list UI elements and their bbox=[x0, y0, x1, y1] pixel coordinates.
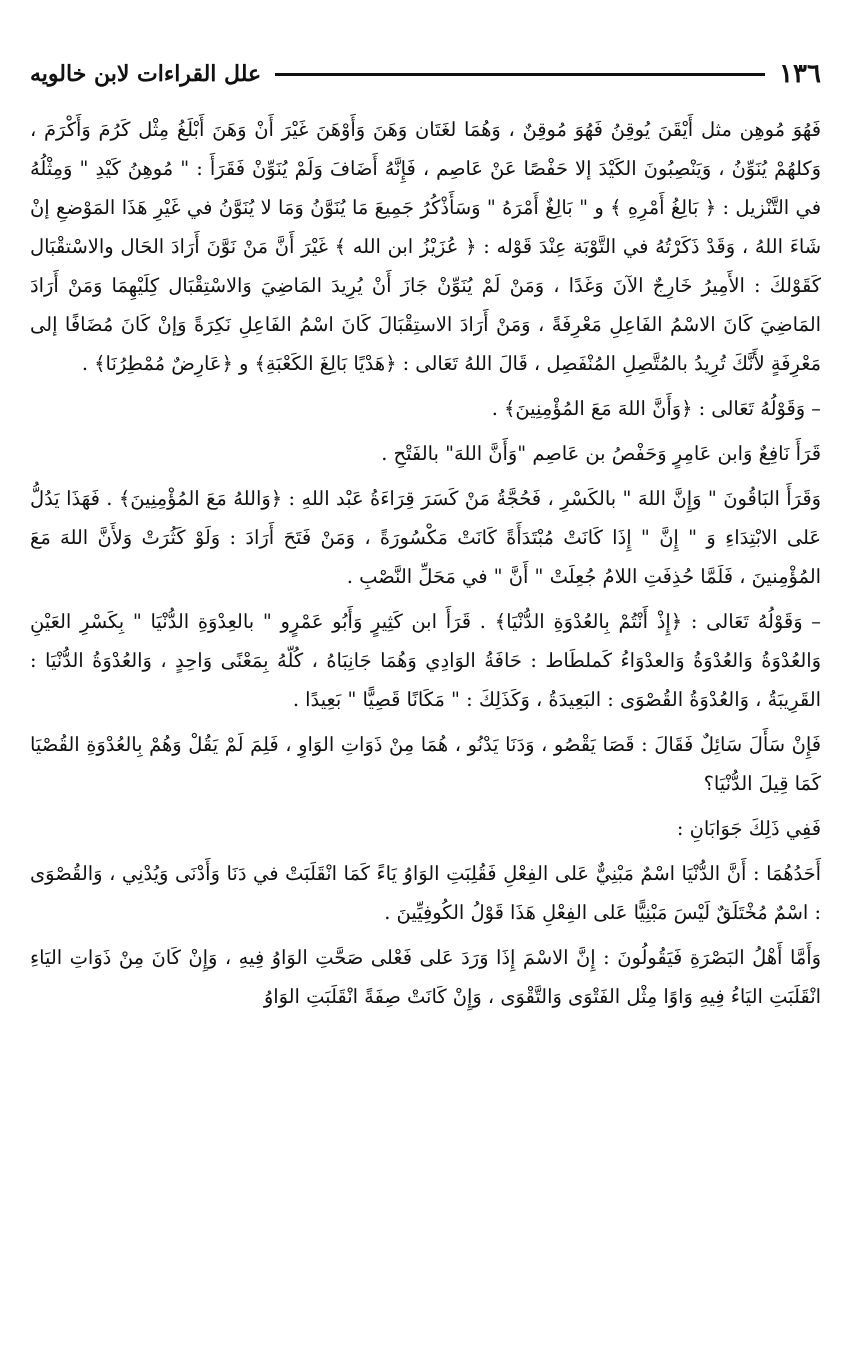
paragraph: قَرَأَ نَافِعٌ وَابن عَامِرٍ وَحَفْصُ بن عَاصِم "وَأَنَّ اللهَ" بالفَتْحِ . bbox=[381, 442, 821, 465]
running-title: علل القراءات لابن خالويه bbox=[30, 61, 262, 87]
header-rule bbox=[275, 73, 765, 76]
paragraph: فَهُوَ مُوهِن مثل أَيْقَنَ يُوقِنُ فَهُوَ مُوقِنٌ ، وَهُمَا لغَتَان وَهَنَ وَأَوْهَنَ غَيْرَ أَنْ وَهَنَ أَبْلَغُ مِثْل كَرُمَ وَأَكْرَمَ ، وَكلهُمْ يُنَوِّنُ ، وَيَنْصِبُونَ الكَيْدَ إلا حَفْصًا عَنْ عَاصِم ، فَإِنَّهُ أَضَافَ وَلَمْ يُنَوِّنْ فَقَرَأَ : " مُوهِنُ كَيْدِ " وَمِثْلُهُ في التَّنْزيل : ﴿ بَالِغُ أَمْرِهِ ﴾ و " بَالِغٌ أَمْرَهُ " وَسَأَذْكُرُ جَمِيعَ مَا يُنَوَّنُ وَمَا لا يُنَوَّنُ في غَيْرِ هَذَا المَوْضعِ إنْ شَاءَ اللهُ ، وَقَدْ ذَكَرْتُهُ في التَّوْبَة عِنْدَ قَوْله : ﴿ عُزَيْزُ ابن الله ﴾ غَيْرَ أَنَّ مَنْ نَوَّنَ أَرَادَ الحَال والاسْتقْبَال كَقَوْلكَ : الأَمِيرُ خَارِجٌ الآنَ وَغَدًا ، وَمَنْ لَمْ يُنَوِّنْ جَازَ أَنْ يُرِيدَ المَاضِيَ وَالاسْتِقْبَال كِلَيْهِمَا وَمَنْ أَرَادَ المَاضِيَ كَانَ الاسْمُ الفَاعِلِ مَعْرِفَةً ، وَمَنْ أَرَادَ الاستِقْبَالَ كَانَ اسْمُ الفَاعِلِ نَكِرَةً وَإنْ كَانَ مُضَافًا إلى مَعْرِفَةٍ لأَنَّكَ تُرِيدُ بالمُتَّصِلِ المُنْفَصِل ، قَالَ اللهُ تَعَالى : ﴿هَدْيًا بَالِغَ الكَعْبَةِ﴾ و ﴿عَارِضٌ مُمْطِرُنَا﴾ . bbox=[30, 118, 821, 375]
page-header bbox=[30, 52, 821, 96]
paragraph: وَأَمَّا أَهْلُ البَصْرَةِ فَيَقُولُونَ : إِنَّ الاسْمَ إِذَا وَرَدَ عَلى فَعْلى صَحَّتِ الوَاوُ فِيهِ ، وَإِنْ كَانَ مِنْ ذَوَاتِ اليَاءِ انْقَلَبَتِ اليَاءُ فِيهِ وَاوًا مِثْل الفَتْوَى وَالتَّقْوَى ، وَإِنْ كَانَتْ صِفَةً انْقَلَبَتِ الوَاوُ bbox=[30, 946, 821, 1008]
paragraph: أَحَدُهُمَا : أَنَّ الدُّنْيَا اسْمٌ مَبْنِيٌّ عَلى الفِعْلِ فَقُلِبَتِ الوَاوُ يَاءً كَمَا انْقَلَبَتْ في دَنَا وَأَدْنَى وَيُدْنِي ، وَالقُصْوَى : اسْمٌ مُخْتَلَقٌ لَيْسَ مَبْنِيًّا عَلى الفِعْلِ هَذَا قَوْلُ الكُوفِيِّينَ . bbox=[30, 862, 821, 924]
page-number: ١٣٦ bbox=[779, 59, 821, 89]
paragraph: فَفِي ذَلِكَ جَوَابَانِ : bbox=[676, 817, 821, 840]
paragraph: – وَقَوْلُهُ تَعَالى : ﴿إِذْ أَنْتُمْ بِالعُدْوَةِ الدُّنْيَا﴾ . قَرَأَ ابن كَثِيرٍ وَأَبُو عَمْرٍو " بالعِدْوَةِ الدُّنْيَا " بِكَسْرِ العَيْنِ وَالعُدْوَةُ وَالعُدْوَةُ وَالعدْوَاءُ كَملطَاط : حَافَةُ الوَادِي وَهُمَا جَانِبَاهُ ، كُلّهُ بِمَعْنًى وَاحِدٍ ، وَالعُدْوَةُ الدُّنْيَا : القَرِيبَةُ ، وَالعُدْوَةُ القُصْوَى : البَعِيدَةُ ، وَكَذَلِكَ : " مَكَانًا قَصِيًّا " بَعِيدًا . bbox=[30, 610, 821, 711]
body-text bbox=[30, 110, 821, 1016]
paragraph: فَإِنْ سَأَلَ سَائِلٌ فَقَالَ : قَصَا يَقْصُو ، وَدَنَا يَدْنُو ، هُمَا مِنْ ذَوَاتِ الوَاوِ ، فَلِمَ لَمْ يَقُلْ وَهُمْ بِالعُدْوَةِ القُصْيَا كَمَا قِيلَ الدُّنْيَا؟ bbox=[30, 733, 821, 795]
paragraph: – وَقَوْلُهُ تَعَالى : ﴿وَأَنَّ اللهَ مَعَ المُؤْمِنِينَ﴾ . bbox=[491, 397, 821, 420]
paragraph: وَقَرَأَ البَاقُونَ " وَإِنَّ اللهَ " بالكَسْرِ ، فَحُجَّةُ مَنْ كَسَرَ قِرَاءَةُ عَبْد اللهِ : ﴿وَاللهُ مَعَ المُؤْمِنِينَ﴾ . فَهَذَا يَدُلُّ عَلى الابْتِدَاءِ وَ " إِنَّ " إِذَا كَانَتْ مُبْتَدَأَةً كَانَتْ مَكْسُورَةً ، وَمَنْ فَتَحَ أَرَادَ : وَلَوْ كَثُرَتْ وَلأَنَّ اللهَ مَعَ المُؤْمِنينَ ، فَلَمَّا حُذِفَتِ اللامُ جُعِلَتْ " أَنَّ " في مَحَلِّ النَّصْبِ . bbox=[30, 487, 821, 588]
